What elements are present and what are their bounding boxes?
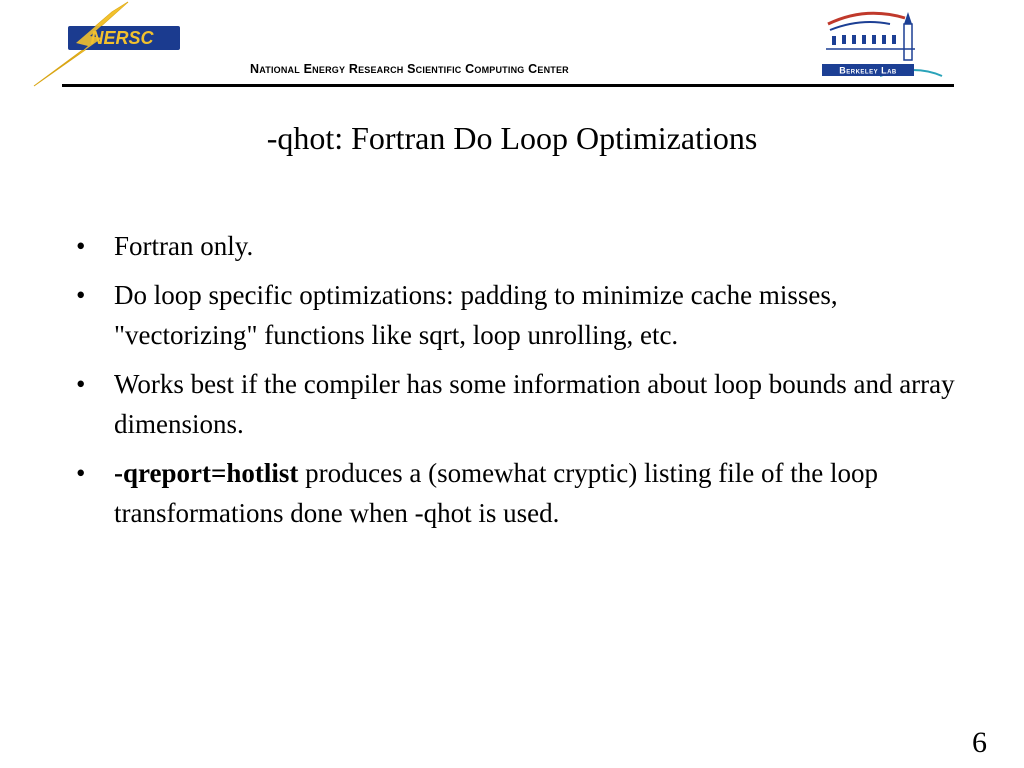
bullet-text: Do loop specific optimizations: padding to minimize cache misses, "vectorizing" functions like sqrt, loop unrolling, etc.: [114, 280, 838, 350]
bullet-marker: •: [76, 280, 86, 310]
bullet-list: [76, 226, 981, 542]
nersc-logo: [28, 0, 188, 90]
nersc-lightning-icon: [28, 0, 188, 90]
bullet-text: produces a (somewhat cryptic) listing file of the loop transformations done when -qhot is used.: [114, 458, 878, 528]
berkeley-lab-logo-text: Berkeley Lab: [839, 65, 897, 76]
bullet-marker: •: [76, 458, 86, 488]
bullet-option-name: -qreport=hotlist: [114, 458, 299, 488]
berkeley-lab-logo: [820, 4, 945, 80]
bullet-item: [76, 226, 981, 266]
page-number: 6: [972, 726, 987, 759]
slide-title: -qhot: Fortran Do Loop Optimizations: [266, 120, 758, 156]
bullet-text: Works best if the compiler has some information about loop bounds and array dimensions.: [114, 369, 955, 439]
bullet-item: [76, 453, 981, 533]
bullet-marker: •: [76, 369, 86, 399]
header-divider: [62, 84, 954, 87]
bullet-marker: •: [76, 231, 86, 261]
bullet-item: [76, 275, 981, 355]
bullet-item: [76, 364, 981, 444]
bullet-text: Fortran only.: [114, 231, 254, 261]
berkeley-campanile-icon: [820, 4, 945, 80]
organization-name: National Energy Research Scientific Computing Center: [250, 62, 569, 76]
nersc-logo-text: NERSC: [90, 28, 154, 48]
